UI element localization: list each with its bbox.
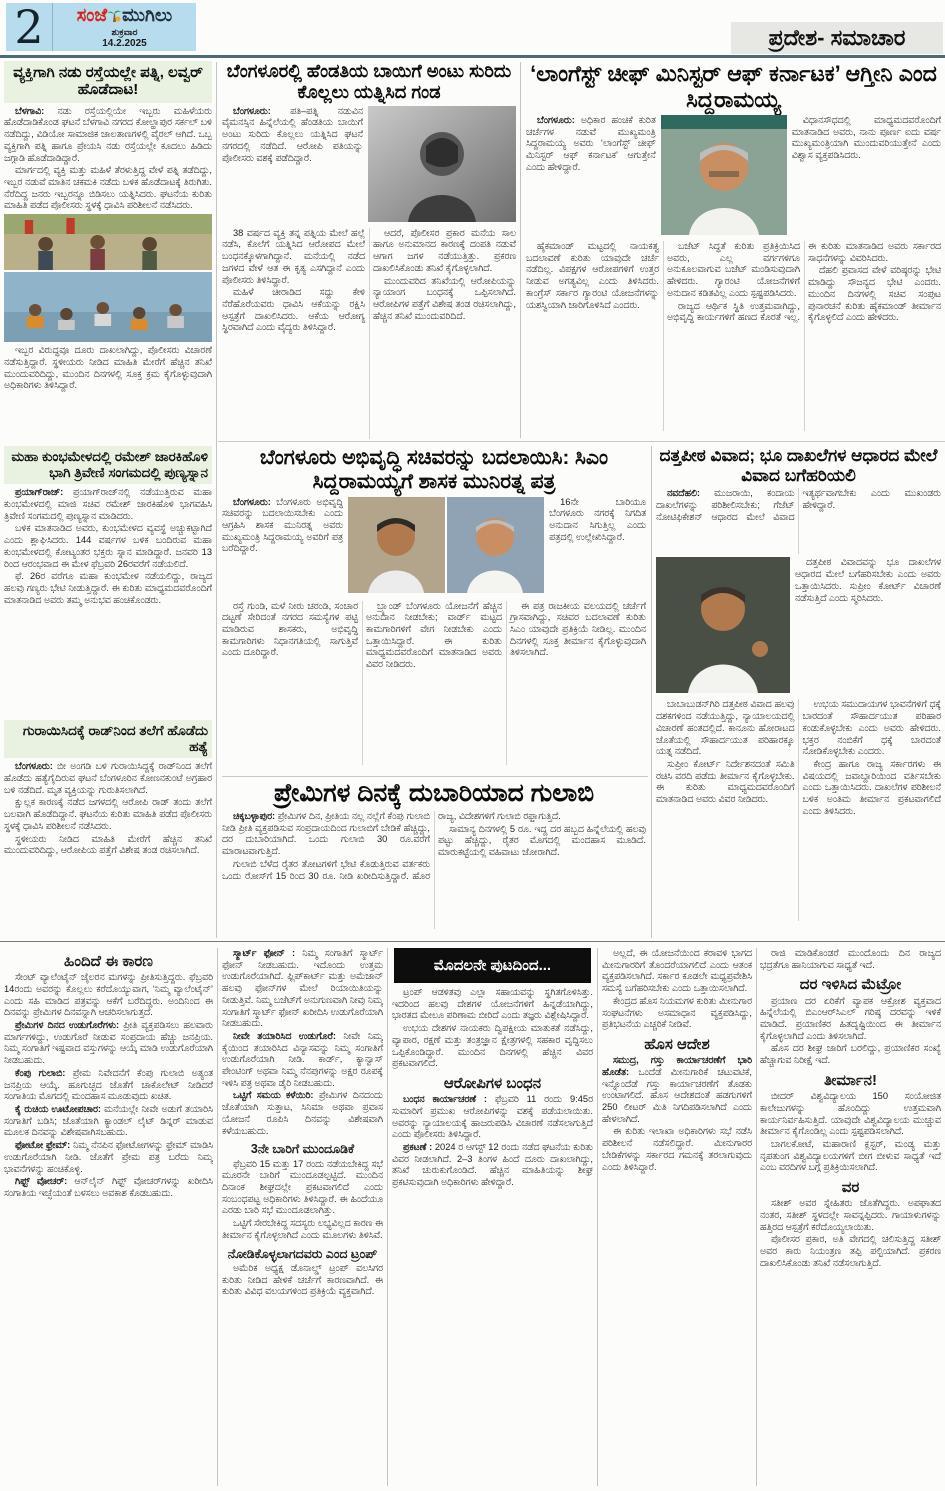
article-rose-prices (222, 779, 646, 937)
weekday: ಶುಕ್ರವಾರ (111, 27, 138, 37)
paragraph: ರಸ್ತೆ ಗುಂಡಿ, ಮಳೆ ನೀರು ಚರಂಡಿ, ಸಂಚಾರ ದಟ್ಟಣೆ ಸೇರಿದಂತೆ ನಗರದ ಸಮಸ್ಯೆಗಳ ಪಟ್ಟಿ ಮಾಡಿರುವ ಶಾಸಕರು, ಅಭಿವೃದ್ಧಿ ಕಾಮಗಾರಿಗಳು ನಿಧಾನಗತಿಯಲ್ಲಿ ಸಾಗುತ್ತಿವೆ ಎಂದು ದೂರಿದ್ದಾರೆ. (222, 600, 358, 658)
paragraph: ಬಳಿಕ ಮಾತನಾಡಿದ ಅವರು, ಕುಂಭಮೇಳದ ವ್ಯವಸ್ಥೆ ಅಚ್ಚುಕಟ್ಟಾಗಿದೆ ಎಂದು ಶ್ಲಾಘಿಸಿದರು. 144 ವರ್ಷಗಳ ಬಳಿಕ ಬಂದಿರುವ ಮಹಾ ಕುಂಭಮೇಳದಲ್ಲಿ ಕೋಟ್ಯಂತರ ಭಕ್ತರು ಸ್ನಾನ ಮಾಡಿದ್ದಾರೆ. ಜನವರಿ 13 ರಿಂದ ಆರಂಭವಾದ ಈ ಮೇಳ ಫೆಬ್ರವರಿ 26ರವರೆಗೆ ನಡೆಯಲಿದೆ. (4, 523, 212, 569)
column-body (392, 987, 593, 1070)
paragraph: ಅಮೆರಿಕ ಅಧ್ಯಕ್ಷ ಡೊನಾಲ್ಡ್ ಟ್ರಂಪ್ ವಲಸಿಗರ ಕುರಿತು ನೀಡಿದ ಹೇಳಿಕೆ ಚರ್ಚೆಗೆ ಕಾರಣವಾಗಿದೆ. ಈ ಕುರಿತು ವಿವಿಧ ವಲಯಗಳಿಂದ ಪ್ರತಿಕ್ರಿಯೆ ವ್ಯಕ್ತವಾಗಿದೆ. (222, 1262, 383, 1297)
newspaper-title-dark: ಮುಗಿಲು (122, 5, 173, 25)
paragraph: ಈ ಕುರಿತು ಇಲಾಖಾ ಅಧಿಕಾರಿಗಳು ಸಭೆ ನಡೆಸಿ ಪರಿಶೀಲನೆ ನಡೆಸಲಿದ್ದಾರೆ. ಮೀನುಗಾರರ ಬೇಡಿಕೆಗಳನ್ನು ಸರ್ಕಾರದ ಗಮನಕ್ಕೆ ತರಲಾಗುವುದು ಎಂದು ತಿಳಿಸಿದ್ದಾರೆ. (602, 1126, 752, 1172)
article-body (222, 106, 363, 224)
paragraph: ಸೇಂಟ್ ವ್ಯಾಲೆಂಟೈನ್ ಜೈಲರನ ಮಗಳನ್ನು ಪ್ರೀತಿಸುತ್ತಿದ್ದರು. ಫೆಬ್ರವರಿ 14ರಂದು ಅವರನ್ನು ಕೊಲ್ಲಲು ಕರೆದೊಯ್ಯುವಾಗ, ‘ನಿಮ್ಮ ವ್ಯಾಲೆಂಟೈನ್’ ಎಂದು ಸಹಿ ಮಾಡಿದ ಪತ್ರವನ್ನು ಆಕೆಗೆ ಬರೆದಿದ್ದರು. ಅಂದಿನಿಂದ ಈ ದಿನವನ್ನು ಪ್ರೇಮಿಗಳ ದಿನವನ್ನಾಗಿ ಆಚರಿಸಲಾಗುತ್ತದೆ. (4, 972, 213, 1018)
paragraph: ಫೆ. 26ರ ವರೆಗೂ ಮಹಾ ಕುಂಭಮೇಳ ನಡೆಯಲಿದ್ದು, ರಾಜ್ಯದ ಹಲವು ಗಣ್ಯರು ಭೇಟಿ ನೀಡುತ್ತಿದ್ದಾರೆ. ಈ ಕುರಿತು ಮಾಧ್ಯಮದವರೊಂದಿಗೆ ಮಾತನಾಡಿದ ಅವರು ತಮ್ಮ ಅನುಭವ ಹಂಚಿಕೊಂಡರು. (4, 571, 212, 605)
paragraph: ಬೀದರ್ ವಿಶ್ವವಿದ್ಯಾಲಯ 150 ಸಂಯೋಜಿತ ಕಾಲೇಜುಗಳನ್ನು ಹೊಂದಿದ್ದು ಉತ್ತಮವಾಗಿ ಕಾರ್ಯನಿರ್ವಹಿಸುತ್ತಿದೆ. ಯಾವುದೇ ವಿಶ್ವವಿದ್ಯಾಲಯ ಮುಚ್ಚುವ ತೀರ್ಮಾನ ಕೈಗೊಂಡಿಲ್ಲ ಎಂದು ಸ್ಪಷ್ಟಪಡಿಸಲಾಗಿದೆ. (760, 1091, 941, 1137)
article-headline: ಪ್ರೇಮಿಗಳ ದಿನಕ್ಕೆ ದುಬಾರಿಯಾದ ಗುಲಾಬಿ (273, 779, 595, 807)
subhead: ದರ ಇಳಿಸಿದ ಮೆಟ್ರೋ (799, 976, 902, 994)
paragraph: ದತ್ತಪೀಠ ವಿವಾದವನ್ನು ಭೂ ದಾಖಲೆಗಳ ಆಧಾರದ ಮೇಲೆ ಬಗೆಹರಿಸಬೇಕು ಎಂದು ಅವರು ಒತ್ತಾಯಿಸಿದರು. ಸುಪ್ರೀಂ ಕೋರ್ಟ್ ವಿಚಾರಣೆ ನಡೆಸುತ್ತಿದೆ ಎಂದು ಸ್ಮರಿಸಿದರು. (795, 557, 941, 603)
bottom-col-valentine-reason (4, 948, 213, 1486)
paragraph: ರಾಜ್ಯದ ಆರ್ಥಿಕ ಸ್ಥಿತಿ ಉತ್ತಮವಾಗಿದ್ದು, ಅಭಿವೃದ್ಧಿ ಕಾರ್ಯಗಳಿಗೆ ಹಣದ ಕೊರತೆ ಇಲ್ಲ. ಈ ಕುರಿತು ಮಾತನಾಡಿದ ಅವರು ಸರ್ಕಾರದ ಸಾಧನೆಗಳನ್ನು ವಿವರಿಸಿದರು. (667, 241, 941, 323)
article-kumbh-mela (4, 446, 212, 718)
newspaper-title (53, 5, 196, 27)
paragraph: ಉಭಯ ಸಮುದಾಯಗಳ ಭಾವನೆಗಳಿಗೆ ಧಕ್ಕೆ ಬಾರದಂತೆ ಸೌಹಾರ್ದಯುತ ಪರಿಹಾರ ಕಂಡುಕೊಳ್ಳಬೇಕು ಎಂದು ಅವರು ಹೇಳಿದರು. ಭಕ್ತರ ನಂಬಿಕೆಗೆ ಧಕ್ಕೆ ಬಾರದಂತೆ ನೋಡಿಕೊಳ್ಳಬೇಕು ಎಂದರು. (802, 699, 941, 757)
column-body (760, 996, 941, 1067)
leader-speaking-photo (656, 557, 790, 693)
article-headline: ದತ್ತಪೀಠ ವಿವಾದ; ಭೂ ದಾಖಲೆಗಳ ಆಧಾರದ ಮೇಲೆ ವಿವಾದ ಬಗೆಹರಿಯಲಿ (659, 446, 938, 485)
column-body (4, 972, 213, 1199)
subhead: ನೋಡಿಕೊಳ್ಳಲಾಗದವರು ಎಂದ ಟ್ರಂಪ್ (227, 1246, 378, 1261)
paragraph: ಕೈ ರುಚಿಯ ಊಟೋಪಚಾರ: ಮನೆಯಲ್ಲೇ ನೀವೇ ಅಡುಗೆ ತಯಾರಿಸಿ ಸಂಗಾತಿಗೆ ಬಡಿಸಿ; ಜೊತೆಯಾಗಿ ಕ್ಯಾಂಡಲ್ ಲೈಟ್ ಡಿನ್ನರ್ ಮಾಡುವ ಮೂಲಕ ದಿನವನ್ನು ವಿಶೇಷವಾಗಿಸಬಹುದು. (4, 1103, 213, 1138)
paragraph: ಬೆಂಗಳೂರು: ಬೀ ಅಂಗಡಿ ಬಳಿ ಗುರಾಯಿಸಿದ್ದಕ್ಕೆ ರಾಡ್‌ನಿಂದ ತಲೆಗೆ ಹೊಡೆದು ಹತ್ಯೆಗೈದಿರುವ ಘಟನೆ ಬೆಂಗಳೂರಿನ ಕೋಣನಕುಂಟೆ ಅಗ್ರಹಾರ ಬಳಿ ನಡೆದಿದೆ. ಮೃತ ವ್ಯಕ್ತಿಯನ್ನು ಗುರುತಿಸಲಾಗಿದೆ. (4, 761, 212, 795)
column-body (760, 1091, 941, 1174)
subhead: 3ನೇ ಬಾರಿಗೆ ಮುಂದೂಡಿಕೆ (250, 1142, 355, 1157)
article-dattapeetha (656, 446, 941, 938)
masthead (6, 0, 196, 54)
article-body (4, 487, 212, 606)
paragraph: ಫೆಬ್ರವರಿ 15 ಮತ್ತು 17 ರಂದು ನಡೆಯಬೇಕಿದ್ದ ಸಭೆ ಮೂರನೇ ಬಾರಿಗೆ ಮುಂದೂಡಲ್ಪಟ್ಟಿದೆ. ಮುಂದಿನ ದಿನಾಂಕ ಶೀಘ್ರದಲ್ಲೇ ಪ್ರಕಟವಾಗಲಿದೆ ಎಂದು ಸಂಬಂಧಪಟ್ಟ ಅಧಿಕಾರಿಗಳು ತಿಳಿಸಿದ್ದಾರೆ. ಈ ಹಿಂದೆಯೂ ಎರಡು ಬಾರಿ ಸಭೆ ಮುಂದೂಡಲಾಗಿತ್ತು. (222, 1158, 383, 1216)
article-body (792, 115, 941, 237)
paragraph: ಬ್ರ್ಯಾಂಡ್ ಬೆಂಗಳೂರು ಯೋಜನೆಗೆ ಹೆಚ್ಚಿನ ಅನುದಾನ ನೀಡಬೇಕು; ವಾರ್ಡ್ ಮಟ್ಟದ ಕಾಮಗಾರಿಗಳಿಗೆ ವೇಗ ನೀಡಬೇಕು ಎಂದು ಒತ್ತಾಯಿಸಿದ್ದಾರೆ. ಈ ಕುರಿತು ಮಾಧ್ಯಮದವರೊಂದಿಗೆ ಮಾತನಾಡಿದ ಅವರು ವಿವರ ನೀಡಿದರು. (366, 600, 502, 670)
article-body (222, 497, 343, 597)
section-rule (218, 441, 945, 442)
column-rule (651, 446, 652, 938)
subhead: ಹಿಂದಿದೆ ಈ ಕಾರಣ (64, 953, 153, 970)
article-body (656, 488, 941, 554)
column-rule (216, 62, 217, 938)
column-rule (387, 948, 388, 1486)
bottom-col-gift-ideas (222, 948, 383, 1486)
paragraph: ನೀವೇ ತಯಾರಿಸಿದ ಉಡುಗೊರೆ: ನೀವೇ ನಿಮ್ಮ ಕೈಯಿಂದ ತಯಾರಿಸಿದ ವಿನ್ಯಾಸವನ್ನು ನಿಮ್ಮ ಸಂಗಾತಿಗೆ ಉಡುಗೊರೆಯಾಗಿ ನೀಡಿ. ಕಾರ್ಡ್, ಕ್ಯಾನ್ವಾಸ್ ಪೇಂಟಿಂಗ್ ಅಥವಾ ನಿಮ್ಮ ನೆನಪುಗಳನ್ನು ಅಕ್ಷರ ರೂಪಕ್ಕೆ ಇಳಿಸಿ ಪತ್ರ ಅಥವಾ ಡೈರಿ ನೀಡಬಹುದು. (222, 1030, 383, 1088)
paragraph: ಸಾಮಾನ್ಯ ದಿನಗಳಲ್ಲಿ 5 ರೂ. ಇದ್ದ ದರ ಹಬ್ಬದ ಹಿನ್ನೆಲೆಯಲ್ಲಿ ಹಲವು ಪಟ್ಟು ಹೆಚ್ಚಿದ್ದು, ರೈತರ ಮೊಗದಲ್ಲಿ ಮಂದಹಾಸ ಮೂಡಿದೆ. ಮಾರುಕಟ್ಟೆಯಲ್ಲಿ ವಹಿವಾಟು ಜೋರಾಗಿದೆ. (438, 823, 646, 858)
paragraph: ಬಜೆಟ್ ಸಿದ್ಧತೆ ಕುರಿತು ಪ್ರತಿಕ್ರಿಯಿಸಿದ ಅವರು, ಎಲ್ಲ ವರ್ಗಗಳಿಗೂ ಅನುಕೂಲವಾಗುವ ಬಜೆಟ್ ಮಂಡಿಸುವುದಾಗಿ ಹೇಳಿದರು. ಗ್ಯಾರಂಟಿ ಯೋಜನೆಗಳಿಗೆ ಅನುದಾನ ಕಡಿತವಿಲ್ಲ ಎಂದು ಸ್ಪಷ್ಟಪಡಿಸಿದರು. (667, 241, 800, 298)
article-glue-attack (222, 61, 516, 439)
paragraph: ಪ್ರಯಾಗ್‌ರಾಜ್: ಪ್ರಯಾಗ್‌ರಾಜ್‌ನಲ್ಲಿ ನಡೆಯುತ್ತಿರುವ ಮಹಾ ಕುಂಭಮೇಳದಲ್ಲಿ ಮಾಜಿ ಸಚಿವ ರಮೇಶ್ ಜಾರಕಿಹೊಳಿ ಭಾಗವಹಿಸಿ ತ್ರಿವೇಣಿ ಸಂಗಮದಲ್ಲಿ ಪುಣ್ಯಸ್ನಾನ ಮಾಡಿದರು. (4, 487, 212, 521)
siddaramaiah-photo (661, 115, 787, 235)
article-body (526, 241, 941, 431)
subhead: ವರ (841, 1179, 860, 1197)
column-body (602, 1055, 752, 1173)
header-rule (0, 55, 945, 58)
subhead: ಹೊಸ ಆದೇಶ (644, 1035, 710, 1053)
woman-grief-photo (368, 106, 516, 222)
article-body (549, 497, 646, 597)
paragraph: ಬಾಗಲಕೋಟೆ, ಮಹಾರಾಣಿ ಕ್ಲಸ್ಟರ್, ಮಂಡ್ಯ ಮತ್ತು ನೃಪತುಂಗ ವಿಶ್ವವಿದ್ಯಾಲಯಗಳಿಗೆ ಬೀಗ ಬೀಳುವ ಸಾಧ್ಯತೆ ಇದೆ ಎಂಬ ವರದಿಗಳ ಬಗ್ಗೆ ಪ್ರತಿಕ್ರಿಯಿಸಲಾಗಿದೆ. (760, 1138, 941, 1173)
section-label: ಪ್ರದೇಶ- ಸಮಾಚಾರ (731, 22, 943, 54)
paragraph: ಪ್ರಯಾಣ ದರ ಏರಿಕೆಗೆ ವ್ಯಾಪಕ ಆಕ್ರೋಶ ವ್ಯಕ್ತವಾದ ಹಿನ್ನೆಲೆಯಲ್ಲಿ ಬಿಎಂಆರ್‌ಸಿಎಲ್ ಗರಿಷ್ಠ ದರವನ್ನು ಇಳಿಕೆ ಮಾಡಿದೆ. ಪ್ರಯಾಣಿಕರ ಹಿತದೃಷ್ಟಿಯಿಂದ ಈ ತೀರ್ಮಾನ ಕೈಗೊಳ್ಳಲಾಗಿದೆ ಎಂದು ತಿಳಿಸಲಾಗಿದೆ. (760, 995, 941, 1041)
article-body (4, 106, 212, 212)
bottom-col-new-order (602, 948, 752, 1486)
column-body (222, 1263, 383, 1298)
article-rod-murder (4, 720, 212, 938)
column-rule (520, 62, 521, 438)
article-street-fight (4, 61, 212, 439)
paragraph: ಮಹಿಳೆ ಚೀರಾಡಿದ ಸದ್ದು ಕೇಳಿ ನೆರೆಹೊರೆಯವರು ಧಾವಿಸಿ ಆಕೆಯನ್ನು ರಕ್ಷಿಸಿ ಆಸ್ಪತ್ರೆಗೆ ದಾಖಲಿಸಿದರು. ಆಕೆಯ ಆರೋಗ್ಯ ಸ್ಥಿರವಾಗಿದೆ ಎಂದು ವೈದ್ಯರು ತಿಳಿಸಿದ್ದಾರೆ. (222, 287, 365, 333)
paragraph: ಬೆಳಗಾವಿ: ನಡು ರಸ್ತೆಯಲ್ಲಿಯೇ ಇಬ್ಬರು ಮಹಿಳೆಯರು ಹೊಡೆದಾಡಿಕೊಂಡ ಘಟನೆ ಬೆಳಗಾವಿ ನಗರದ ಕೋಲ್ಹಾಪುರ ಸರ್ಕಲ್ ಬಳಿ ನಡೆದಿದ್ದು, ವಿಡಿಯೋ ಸಾಮಾಜಿಕ ಜಾಲತಾಣಗಳಲ್ಲಿ ವೈರಲ್ ಆಗಿದೆ. ಒಬ್ಬ ವ್ಯಕ್ತಿಗಾಗಿ ಪತ್ನಿ ಹಾಗೂ ಪ್ರೇಯಸಿ ನಡು ರಸ್ತೆಯಲ್ಲೇ ಕೂದಲು ಹಿಡಿದು ಜಗ್ಗಾಡಿ ಹೊಡೆದಾಡಿದ್ದಾರೆ. (4, 105, 212, 163)
article-body (4, 761, 212, 857)
paragraph: ಕೆಂಪು ಗುಲಾಬಿ: ಪ್ರೇಮ ನಿವೇದನೆಗೆ ಕೆಂಪು ಗುಲಾಬಿ ಅತ್ಯಂತ ಜನಪ್ರಿಯ ಆಯ್ಕೆ. ಹೂಗುಚ್ಛದ ಜೊತೆಗೆ ಚಾಕೊಲೇಟ್ ನೀಡಿದರೆ ಸಂಗಾತಿಯ ಮೊಗದಲ್ಲಿ ಮಂದಹಾಸ ಮೂಡುವುದು ಖಚಿತ. (4, 1067, 213, 1102)
paragraph: ಹೈಕಮಾಂಡ್ ಮಟ್ಟದಲ್ಲಿ ನಾಯಕತ್ವ ಬದಲಾವಣೆ ಕುರಿತು ಯಾವುದೇ ಚರ್ಚೆ ನಡೆದಿಲ್ಲ. ವಿಪಕ್ಷಗಳ ಆರೋಪಗಳಿಗೆ ಉತ್ತರ ನೀಡುವ ಅಗತ್ಯವಿಲ್ಲ ಎಂದು ತಿಳಿಸಿದರು. ಕಾಂಗ್ರೆಸ್ ಸರ್ಕಾರ ಗ್ಯಾರಂಟಿ ಯೋಜನೆಗಳನ್ನು ಯಶಸ್ವಿಯಾಗಿ ಜಾರಿಗೊಳಿಸಿದೆ ಎಂದರು. (526, 241, 659, 310)
paragraph: ಬಾಬಾಬುಡನ್‌ಗಿರಿ ದತ್ತಪೀಠ ವಿವಾದ ಹಲವು ದಶಕಗಳಿಂದ ನಡೆಯುತ್ತಿದ್ದು, ನ್ಯಾಯಾಲಯದಲ್ಲಿ ವಿಚಾರಣೆ ಹಂತದಲ್ಲಿದೆ. ಕಾನೂನು ಹೋರಾಟದ ಜೊತೆಯಲ್ಲಿ ಸೌಹಾರ್ದಯುತ ಪರಿಹಾರಕ್ಕೂ ಯತ್ನ ನಡೆದಿದೆ. (656, 699, 795, 757)
paragraph: ಇಬ್ಬರ ವಿರುದ್ಧವೂ ದೂರು ದಾಖಲಾಗಿದ್ದು, ಪೊಲೀಸರು ವಿಚಾರಣೆ ನಡೆಸುತ್ತಿದ್ದಾರೆ. ಸ್ಥಳೀಯರು ನೀಡಿದ ಮಾಹಿತಿ ಮೇರೆಗೆ ಹೆಚ್ಚಿನ ತನಿಖೆ ಮುಂದುವರಿದಿದ್ದು, ಮುಂದಿನ ದಿನಗಳಲ್ಲಿ ಸೂಕ್ತ ಕ್ರಮ ಕೈಗೊಳ್ಳುವುದಾಗಿ ಅಧಿಕಾರಿಗಳು ತಿಳಿಸಿದ್ದಾರೆ. (4, 345, 212, 391)
column-rule (217, 948, 218, 1486)
paragraph: ಕೇಂದ್ರ ಹಾಗೂ ರಾಜ್ಯ ಸರ್ಕಾರಗಳು ಈ ವಿಷಯದಲ್ಲಿ ಜವಾಬ್ದಾರಿಯಿಂದ ವರ್ತಿಸಬೇಕು ಎಂದು ಒತ್ತಾಯಿಸಿದರು. ದಾಖಲೆಗಳ ಪರಿಶೀಲನೆ ಬಳಿಕ ಅಂತಿಮ ತೀರ್ಮಾನ ಪ್ರಕಟವಾಗಲಿದೆ ಎಂದು ತಿಳಿಸಿದರು. (802, 758, 941, 816)
paragraph: ಬೆಂಗಳೂರು: ಪತಿ–ಪತ್ನಿ ನಡುವಿನ ವೈಮನಸ್ಸಿನ ಹಿನ್ನೆಲೆಯಲ್ಲಿ ಹೆಂಡತಿಯ ಬಾಯಿಗೆ ಅಂಟು ಸುರಿದು ಕೊಲ್ಲಲು ಯತ್ನಿಸಿದ ಘಟನೆ ನಗರದಲ್ಲಿ ನಡೆದಿದೆ. ಆರೋಪಿ ಪತಿಯನ್ನು ಪೊಲೀಸರು ವಶಕ್ಕೆ ಪಡೆದಿದ್ದಾರೆ. (222, 105, 363, 163)
paragraph: ಒಟ್ಟಿಗೆ ಸೇರಬೇಕಿದ್ದ ಸದಸ್ಯರು ಲಭ್ಯವಿಲ್ಲದ ಕಾರಣ ಈ ತೀರ್ಮಾನ ಕೈಗೊಳ್ಳಲಾಗಿದೆ ಎಂದು ಮೂಲಗಳು ತಿಳಿಸಿವೆ. (222, 1218, 383, 1240)
column-body (760, 948, 941, 971)
subhead: ತೀರ್ಮಾನ! (824, 1071, 877, 1089)
issue-date: 14.2.2025 (102, 38, 147, 49)
bottom-col-metro-decision (760, 948, 941, 1486)
paragraph: ಸಮುದ್ರ, ಗಸ್ತು ಕಾರ್ಯಾಚರಣೆಗೆ ಭಾರಿ ಹೊಡೆತ: ಒಂದೆಡೆ ಮೀನುಗಾರಿಕೆ ಚಟುವಟಿಕೆ, ಇನ್ನೊಂದೆಡೆ ಗಸ್ತು ಕಾರ್ಯಾಚರಣೆಗೆ ತೊಡಕು ಉಂಟಾಗಲಿದೆ. ಹೊಸ ಆದೇಶದಂತೆ ಹಡಗುಗಳಿಗೆ 250 ಲೀಟರ್ ಮಿತಿ ನಿಗದಿಪಡಿಸಲಾಗಿದೆ ಎಂದು ಹೇಳಲಾಗಿದೆ. (602, 1055, 752, 1124)
paragraph: ರಾಜಿ ಮಾಡಿಕೊಂಡರೆ ಮುಂದೊಂದು ದಿನ ರಾಜ್ಯದ ಭದ್ರತೆಗೂ ಹಾನಿಯಾಗುವ ಸಾಧ್ಯತೆ ಇದೆ. (760, 948, 941, 970)
newspaper-title-red: ಸಂಜೆ (76, 5, 108, 25)
article-headline: ವ್ಯಕ್ತಿಗಾಗಿ ನಡು ರಸ್ತೆಯಲ್ಲೇ ಪತ್ನಿ, ಲವ್ವರ್ ಹೊಡೆದಾಟ! (4, 61, 212, 103)
article-headline: ಮಹಾ ಕುಂಭಮೇಳದಲ್ಲಿ ರಮೇಶ್ ಜಾರಕಿಹೊಳಿ ಭಾಗಿ ತ್ರಿವೇಣಿ ಸಂಗಮದಲ್ಲಿ ಪುಣ್ಯಸ್ನಾನ (4, 446, 212, 484)
continued-from-page-one-box: ಮೊದಲನೇ ಪುಟದಿಂದ... (394, 948, 591, 983)
article-headline: ಬೆಂಗಳೂರು ಅಭಿವೃದ್ಧಿ ಸಚಿವರನ್ನು ಬದಲಾಯಿಸಿ: ಸಿಎಂ ಸಿದ್ದರಾಮಯ್ಯಗೆ ಶಾಸಕ ಮುನಿರತ್ನ ಪತ್ರ (259, 446, 609, 493)
subhead: ಆರೋಪಿಗಳ ಬಂಧನ (443, 1074, 542, 1092)
paragraph: ಟ್ರಂಪ್ ಆಡಳಿತವು ಎಲ್ಲಾ ಸಹಾಯವನ್ನು ಸ್ಥಗಿತಗೊಳಿಸಿತ್ತು. ಇದರಿಂದ ಹಲವು ದೇಶಗಳ ಯೋಜನೆಗಳಿಗೆ ಹಿನ್ನಡೆಯಾಗಿದ್ದು, ಭಾರತದ ಮೇಲೂ ಪರಿಣಾಮ ಬೀರಿದೆ ಎಂದು ತಜ್ಞರು ವಿಶ್ಲೇಷಿಸಿದ್ದಾರೆ. (392, 987, 593, 1021)
page-number: 2 (14, 0, 44, 54)
paragraph: ಪೊಲೀಸರ ಪ್ರಕಾರ, ಅತಿ ವೇಗದಲ್ಲಿ ಚಲಿಸುತ್ತಿದ್ದ ಸತೀಶ್ ಅವರ ಕಾರು ನಿಯಂತ್ರಣ ತಪ್ಪಿ ಪಲ್ಟಿಯಾಗಿದೆ. ಪ್ರಕರಣ ದಾಖಲಿಸಿಕೊಂಡು ತನಿಖೆ ನಡೆಸಲಾಗುತ್ತಿದೆ. (760, 1234, 941, 1268)
paragraph: ಉಭಯ ದೇಶಗಳ ನಾಯಕರು ದ್ವಿಪಕ್ಷೀಯ ಮಾತುಕತೆ ನಡೆಸಿದ್ದು, ವ್ಯಾಪಾರ, ರಕ್ಷಣೆ ಮತ್ತು ತಂತ್ರಜ್ಞಾನ ಕ್ಷೇತ್ರಗಳಲ್ಲಿ ಸಹಕಾರ ವೃದ್ಧಿಸಲು ಒಪ್ಪಿಕೊಂಡಿದ್ದಾರೆ. ಮುಂದಿನ ದಿನಗಳಲ್ಲಿ ಹೆಚ್ಚಿನ ವಿವರ ಪ್ರಕಟವಾಗಲಿದೆ. (392, 1023, 593, 1069)
paragraph: ಒಟ್ಟಿಗೆ ಸಮಯ ಕಳೆಯಿರಿ: ಪ್ರೇಮಿಗಳ ದಿನದಂದು ಜೊತೆಯಾಗಿ ಸುತ್ತಾಟ, ಸಿನಿಮಾ ಅಥವಾ ಪ್ರವಾಸ ಯೋಜನೆ ರೂಪಿಸಿ ದಿನವನ್ನು ವಿಶೇಷವಾಗಿ ಕಳೆಯಬಹುದು. (222, 1090, 383, 1136)
paragraph: ಕೇಂದ್ರದ ಹೊಸ ನಿಯಮಗಳ ಕುರಿತು ಮೀನುಗಾರ ಸಂಘಟನೆಗಳು ಅಸಮಾಧಾನ ವ್ಯಕ್ತಪಡಿಸಿದ್ದು, ಪ್ರತಿಭಟನೆಯ ಎಚ್ಚರಿಕೆ ನೀಡಿವೆ. (602, 995, 752, 1030)
paragraph: ಬೆಂಗಳೂರು: ಬೆಂಗಳೂರು ಅಭಿವೃದ್ಧಿ ಸಚಿವರನ್ನು ಬದಲಾಯಿಸಬೇಕು ಎಂದು ಆಗ್ರಹಿಸಿ ಶಾಸಕ ಮುನಿರತ್ನ ಅವರು ಮುಖ್ಯಮಂತ್ರಿ ಸಿದ್ದರಾಮಯ್ಯ ಅವರಿಗೆ ಪತ್ರ ಬರೆದಿದ್ದಾರೆ. (222, 496, 344, 554)
paragraph: ಈ ಪತ್ರ ರಾಜಕೀಯ ವಲಯದಲ್ಲಿ ಚರ್ಚೆಗೆ ಗ್ರಾಸವಾಗಿದ್ದು, ಸಚಿವರ ಬದಲಾವಣೆ ಕುರಿತು ಸಿಎಂ ಯಾವುದೇ ಪ್ರತಿಕ್ರಿಯೆ ನೀಡಿಲ್ಲ. ಮುಂದಿನ ದಿನಗಳಲ್ಲಿ ಸೂಕ್ತ ತೀರ್ಮಾನ ಕೈಗೊಳ್ಳುವುದಾಗಿ ತಿಳಿಸಲಾಗಿದೆ. (510, 600, 646, 658)
paragraph: ಪ್ರೇಮಿಗಳ ದಿನದ ಉಡುಗೊರೆಗಳು: ಪ್ರೀತಿ ವ್ಯಕ್ತಪಡಿಸಲು ಹಲವಾರು ಮಾರ್ಗಗಳಿದ್ದು, ಉಡುಗೊರೆ ನೀಡುವ ಸಂಪ್ರದಾಯ ಹೆಚ್ಚು ಜನಪ್ರಿಯ. ನಿಮ್ಮ ಸಂಗಾತಿಗೆ ಇಷ್ಟವಾದ ವಸ್ತುಗಳನ್ನು ಆಯ್ಕೆ ಮಾಡಿ ಉಡುಗೊರೆಯಾಗಿ ನೀಡಬಹುದು. (4, 1020, 213, 1066)
paragraph: ವಿಧಾನಸೌಧದಲ್ಲಿ ಮಾಧ್ಯಮದವರೊಂದಿಗೆ ಮಾತನಾಡಿದ ಅವರು, ನಾನು ಪೂರ್ಣ ಐದು ವರ್ಷ ಮುಖ್ಯಮಂತ್ರಿಯಾಗಿ ಮುಂದುವರಿಯುತ್ತೇನೆ ಎಂದು ವಿಶ್ವಾಸ ವ್ಯಕ್ತಪಡಿಸಿದರು. (791, 115, 941, 161)
paragraph: 16ನೇ ಬಾರಿಯೂ ಬೆಂಗಳೂರು ನಗರಕ್ಕೆ ನಿಗದಿತ ಅನುದಾನ ಸಿಗುತ್ತಿಲ್ಲ ಎಂದು ಪತ್ರದಲ್ಲಿ ಉಲ್ಲೇಖಿಸಿದ್ದಾರೆ. (549, 496, 646, 542)
paragraph: ಬಂಧನ ಕಾರ್ಯಾಚರಣೆ : ಫೆಬ್ರವರಿ 11 ರಂದು 9:45ರ ಸುಮಾರಿಗೆ ಪ್ರಮುಖ ಆರೋಪಿಗಳನ್ನು ವಶಕ್ಕೆ ಪಡೆಯಲಾಯಿತು. ಅವರನ್ನು ನ್ಯಾಯಾಲಯಕ್ಕೆ ಹಾಜರುಪಡಿಸಿ ವಿಚಾರಣೆ ನಡೆಸಲಾಗುತ್ತಿದೆ ಎಂದು ಪೊಲೀಸರು ತಿಳಿಸಿದ್ದಾರೆ. (392, 1094, 593, 1140)
paragraph: ಮುಂದುವರಿದ ತನಿಖೆಯಲ್ಲಿ ಆರೋಪಿಯನ್ನು ನ್ಯಾಯಾಂಗ ಬಂಧನಕ್ಕೆ ಒಪ್ಪಿಸಲಾಗಿದೆ. ಆರೋಪಿಗಳ ಪತ್ತೆಗೆ ವಿಶೇಷ ತಂಡ ರಚಿಸಲಾಗಿದ್ದು, ಹೆಚ್ಚಿನ ತನಿಖೆ ಮುಂದುವರಿದಿದೆ. (373, 275, 516, 321)
kumbh-mela-photo (4, 272, 212, 342)
article-body (222, 811, 646, 929)
article-headline: ‘ಲಾಂಗೆಸ್ಟ್ ಚೀಫ್ ಮಿನಿಸ್ಟರ್ ಆಫ್ ಕರ್ನಾಟಕ’ ಆಗ್ತೀನಿ ಎಂದ ಸಿದ್ದರಾಮಯ್ಯ (530, 61, 937, 112)
article-body (526, 115, 656, 237)
street-fight-photo (4, 214, 212, 270)
masthead-logo (52, 3, 196, 51)
article-headline: ಗುರಾಯಿಸಿದಕ್ಕೆ ರಾಡ್‌ನಿಂದ ತಲೆಗೆ ಹೊಡೆದು ಹತ್ಯೆ (4, 720, 212, 758)
article-headline: ಬೆಂಗಳೂರಲ್ಲಿ ಹೆಂಡತಿಯ ಬಾಯಿಗೆ ಅಂಟು ಸುರಿದು ಕೊಲ್ಲಲು ಯತ್ನಿಸಿದ ಗಂಡ (226, 61, 512, 102)
section-rule (222, 776, 648, 777)
article-body (656, 699, 941, 921)
paragraph: ದೆಹಲಿ ಪ್ರವಾಸದ ವೇಳೆ ವರಿಷ್ಠರನ್ನು ಭೇಟಿ ಮಾಡಿದ್ದು ಸೌಜನ್ಯದ ಭೇಟಿ ಎಂದರು. ಮುಂದಿನ ದಿನಗಳಲ್ಲಿ ಸಚಿವ ಸಂಪುಟ ಪುನಾರಚನೆ ಕುರಿತು ಹೈಕಮಾಂಡ್ ತೀರ್ಮಾನ ಕೈಗೊಳ್ಳಲಿದೆ ಎಂದು ಹೇಳಿದರು. (808, 265, 941, 323)
paragraph: ಸ್ಮಾರ್ಟ್ ಫೋನ್ : ನಿಮ್ಮ ಸಂಗಾತಿಗೆ ಸ್ಮಾರ್ಟ್ ಫೋನ್ ನೀಡಬಹುದು. ಇದೊಂದು ಉತ್ತಮ ಉಡುಗೊರೆಯಾಗಿದೆ. ಫ್ಲಿಪ್‌ಕಾರ್ಟ್ ಮತ್ತು ಅಮೆಜಾನ್ ಹಲವು ಫೋನ್‌ಗಳ ಮೇಲೆ ರಿಯಾಯಿತಿಯನ್ನು ನೀಡುತ್ತಿವೆ. ನಿಮ್ಮ ಬಜೆಟ್‌ಗೆ ಅನುಗುಣವಾಗಿ ನೀವು ನಿಮ್ಮ ಸಂಗಾತಿಗೆ ಸ್ಮಾರ್ಟ್ ಫೋನ್ ಖರೀದಿಸಿ ಉಡುಗೊರೆಯಾಗಿ ನೀಡಬಹುದು. (222, 948, 383, 1029)
article-longest-cm (526, 61, 941, 439)
section-rule (0, 941, 945, 942)
column-body (222, 1159, 383, 1242)
paragraph: ಆದರೆ, ಪೊಲೀಸರ ಪ್ರಕಾರ ಮನೆಯ ಸಾಲ ಹಾಗೂ ಅನುಮಾನದ ಕಾರಣಕ್ಕೆ ದಂಪತಿ ನಡುವೆ ಆಗಾಗ ಜಗಳ ನಡೆಯುತ್ತಿತ್ತು. ಪ್ರಕರಣ ದಾಖಲಿಸಿಕೊಂಡು ತನಿಖೆ ಕೈಗೊಳ್ಳಲಾಗಿದೆ. (373, 227, 516, 273)
column-rule (597, 948, 598, 1486)
article-muniratna-letter (222, 446, 646, 774)
paragraph: ಅಲ್ಲದೆ, ಈ ಯೋಜನೆಯಿಂದ ಕರಾವಳಿ ಭಾಗದ ಮೀನುಗಾರರಿಗೆ ತೊಂದರೆಯಾಗಲಿದೆ ಎಂದು ಆತಂಕ ವ್ಯಕ್ತಪಡಿಸಲಾಗಿದೆ. ಸರ್ಕಾರ ಕೂಡಲೇ ಮಧ್ಯಪ್ರವೇಶಿಸಿ ಸಮಸ್ಯೆ ಬಗೆಹರಿಸಬೇಕು ಎಂದು ಒತ್ತಾಯಿಸಲಾಗಿದೆ. (602, 948, 752, 994)
bottom-col-continued (392, 948, 593, 1486)
article-body (222, 601, 646, 765)
paragraph: ಕ್ಷುಲ್ಲಕ ಕಾರಣಕ್ಕೆ ನಡೆದ ಜಗಳದಲ್ಲಿ ಆರೋಪಿ ರಾಡ್ ತಂದು ತಲೆಗೆ ಬಲವಾಗಿ ಹೊಡೆದಿದ್ದಾನೆ. ಘಟನೆಯ ಕುರಿತು ಮಾಹಿತಿ ಪಡೆದ ಪೊಲೀಸರು ಸ್ಥಳಕ್ಕೆ ಧಾವಿಸಿ ಪರಿಶೀಲನೆ ನಡೆಸಿದರು. (4, 797, 212, 831)
muniratna-siddaramaiah-photos (348, 497, 544, 593)
paragraph: ನವದೆಹಲಿ: ಮುಜರಾಯಿ, ಕಂದಾಯ ದಾಖಲೆಗಳನ್ನು ಪರಿಶೀಲಿಸಬೇಕು; ಗೆಜೆಟ್ ನೋಟಿಫಿಕೇಶನ್ ಆಧಾರದ ಮೇಲೆ ವಿವಾದ ಇತ್ಯರ್ಥವಾಗಬೇಕು ಎಂದು ಮುಖಂಡರು ಹೇಳಿದ್ದಾರೆ. (656, 488, 941, 522)
paragraph: ಸ್ಥಳೀಯರು ನೀಡಿದ ಮಾಹಿತಿ ಮೇರೆಗೆ ಹೆಚ್ಚಿನ ತನಿಖೆ ಮುಂದುವರಿದಿದ್ದು, ಆರೋಪಿಯ ಪತ್ತೆಗೆ ವಿಶೇಷ ತಂಡ ರಚಿಸಲಾಗಿದೆ. (4, 833, 212, 856)
paragraph: ಚಿಕ್ಕಬಳ್ಳಾಪುರ: ಪ್ರೇಮಿಗಳ ದಿನ, ಪ್ರೀತಿಯ ನಲ್ಲ ನಲ್ಲೆಗೆ ಕೆಂಪು ಗುಲಾಬಿ ನೀಡಿ ಪ್ರೀತಿ ವ್ಯಕ್ತಪಡಿಸುವ ಸಂಪ್ರದಾಯದಿಂದ ಗುಲಾಬಿಗೆ ಬೇಡಿಕೆ ಹೆಚ್ಚಿದ್ದು, ದರ ದುಬಾರಿಯಾಗಿದೆ. ಒಂದು ಗುಲಾಬಿ 30 ರೂ.ವರೆಗೆ ಮಾರಾಟವಾಗುತ್ತಿದೆ. (222, 811, 430, 857)
article-body (4, 345, 212, 392)
column-body (392, 1094, 593, 1189)
article-body (795, 557, 941, 695)
column-body (222, 948, 383, 1137)
paragraph: 38 ವರ್ಷದ ವ್ಯಕ್ತಿ ತನ್ನ ಪತ್ನಿಯ ಮೇಲೆ ಹಲ್ಲೆ ನಡೆಸಿ, ಕೊಲೆಗೆ ಯತ್ನಿಸಿದ ಆರೋಪದ ಮೇಲೆ ಬಂಧನಕ್ಕೊಳಗಾಗಿದ್ದಾನೆ. ಮನೆಯಲ್ಲಿ ನಡೆದ ಜಗಳದ ವೇಳೆ ಆತ ಈ ಕೃತ್ಯ ಎಸಗಿದ್ದಾನೆ ಎಂದು ಪೊಲೀಸರು ತಿಳಿಸಿದ್ದಾರೆ. (222, 227, 365, 285)
paragraph: ಗುಲಾಬಿ ಬೆಳೆದ ರೈತರ ತೋಟಗಳಿಗೆ ಭೇಟಿ ಕೊಡುತ್ತಿರುವ ವರ್ತಕರು ಒಂದು ರೋಸ್‌ಗೆ 15 ರಿಂದ 30 ರೂ. ನೀಡಿ ಖರೀದಿಸುತ್ತಿದ್ದಾರೆ. ಹೊರ ರಾಜ್ಯ, ವಿದೇಶಗಳಿಗೆ ಗುಲಾಬಿ ರಫ್ತಾಗುತ್ತಿದೆ. (222, 811, 561, 881)
column-rule (756, 948, 757, 1486)
column-body (602, 948, 752, 1031)
paragraph: ಗಿಫ್ಟ್ ವೋಚರ್: ಆನ್‌ಲೈನ್ ಗಿಫ್ಟ್ ವೋಚರ್‌ಗಳನ್ನು ಖರೀದಿಸಿ ಸಂಗಾತಿಯ ಇಚ್ಛೆಯಂತೆ ಬಳಸಲು ಅವಕಾಶ ಕೊಡಬಹುದು. (4, 1176, 213, 1198)
paragraph: ಸುಪ್ರೀಂ ಕೋರ್ಟ್ ನಿರ್ದೇಶನದಂತೆ ಸಮಿತಿ ರಚಿಸಿ ವರದಿ ಪಡೆದು ತೀರ್ಮಾನ ಕೈಗೊಳ್ಳಬೇಕು. ಈ ಕುರಿತು ಮಾಧ್ಯಮದವರೊಂದಿಗೆ ಮಾತನಾಡಿದ ಅವರು ವಿವರ ನೀಡಿದರು. (656, 758, 795, 805)
paragraph: ಪ್ರಕಟಣೆ : 2024 ರ ಆಗಸ್ಟ್ 12 ರಂದು ನಡೆದ ಘಟನೆಯ ಕುರಿತು ವಿವರ ನೀಡಲಾಗಿದೆ. 2–3 ತಿಂಗಳ ಹಿಂದೆ ದೂರು ದಾಖಲಾಗಿದ್ದು, ತನಿಖೆ ಚುರುಕುಗೊಂಡಿದೆ. ಹೆಚ್ಚಿನ ಮಾಹಿತಿಯನ್ನು ಶೀಘ್ರ ಪ್ರಕಟಿಸುವುದಾಗಿ ಅಧಿಕಾರಿಗಳು ಹೇಳಿದ್ದಾರೆ. (392, 1141, 593, 1188)
article-body (222, 228, 516, 439)
paragraph: ಸತೀಶ್ ಅವರ ಸ್ನೇಹಿತರು ಜೊತೆಗಿದ್ದರು. ಅಪಘಾತದ ನಂತರ, ಸತೀಶ್ ಸ್ಥಳದಲ್ಲೇ ಸಾವನ್ನಪ್ಪಿದರು. ಗಾಯಾಳುಗಳನ್ನು ಹತ್ತಿರದ ಆಸ್ಪತ್ರೆಗೆ ಕರೆದೊಯ್ಯಲಾಯಿತು. (760, 1198, 941, 1232)
paragraph: ಹೊಸ ದರ ಶೀಘ್ರ ಜಾರಿಗೆ ಬರಲಿದ್ದು, ಪ್ರಯಾಣಿಕರ ಸಂಖ್ಯೆ ಹೆಚ್ಚಾಗುವ ನಿರೀಕ್ಷೆ ಇದೆ. (760, 1043, 941, 1066)
paragraph: ಫೋಟೋ ಫ್ರೇಮ್: ನಿಮ್ಮ ನೆನಪಿನ ಫೋಟೋಗಳನ್ನು ಫ್ರೇಮ್ ಮಾಡಿಸಿ ಉಡುಗೊರೆಯಾಗಿ ನೀಡಿ. ಜೊತೆಗೆ ಪ್ರೇಮ ಪತ್ರ ಬರೆದು ನಿಮ್ಮ ಭಾವನೆಗಳನ್ನು ಹಂಚಿಕೊಳ್ಳಿ. (4, 1140, 213, 1174)
column-body (760, 1198, 941, 1269)
paragraph: ಮಾರ್ಗದಲ್ಲಿ ವ್ಯಕ್ತಿ ಮತ್ತು ಮಹಿಳೆ ತೆರಳುತ್ತಿದ್ದ ವೇಳೆ ಪತ್ನಿ ತಡೆದಿದ್ದು, ಇಬ್ಬರ ನಡುವೆ ಮಾತಿನ ಚಕಮಕಿ ನಡೆದು ಬಳಿಕ ಹೊಡೆದಾಟಕ್ಕೆ ತಿರುಗಿತು. ನೆರೆದಿದ್ದ ಜನರು ಇಬ್ಬರನ್ನೂ ಬಿಡಿಸಲು ಯತ್ನಿಸಿದರು. ಘಟನೆಯ ಕುರಿತು ಮಾಹಿತಿ ಪಡೆದ ಪೊಲೀಸರು ಸ್ಥಳಕ್ಕೆ ಧಾವಿಸಿ ಪರಿಶೀಲನೆ ನಡೆಸಿದರು. (4, 165, 212, 211)
paragraph: ಬೆಂಗಳೂರು: ಅಧಿಕಾರ ಹಂಚಿಕೆ ಕುರಿತ ಚರ್ಚೆಗಳ ನಡುವೆ ಮುಖ್ಯಮಂತ್ರಿ ಸಿದ್ದರಾಮಯ್ಯ ಅವರು ‘ಲಾಂಗೆಸ್ಟ್ ಚೀಫ್ ಮಿನಿಸ್ಟರ್ ಆಫ್ ಕರ್ನಾಟಕ’ ಆಗುತ್ತೇನೆ ಎಂದು ಹೇಳಿದ್ದಾರೆ. (526, 115, 656, 172)
palm-tree-icon (108, 7, 121, 27)
